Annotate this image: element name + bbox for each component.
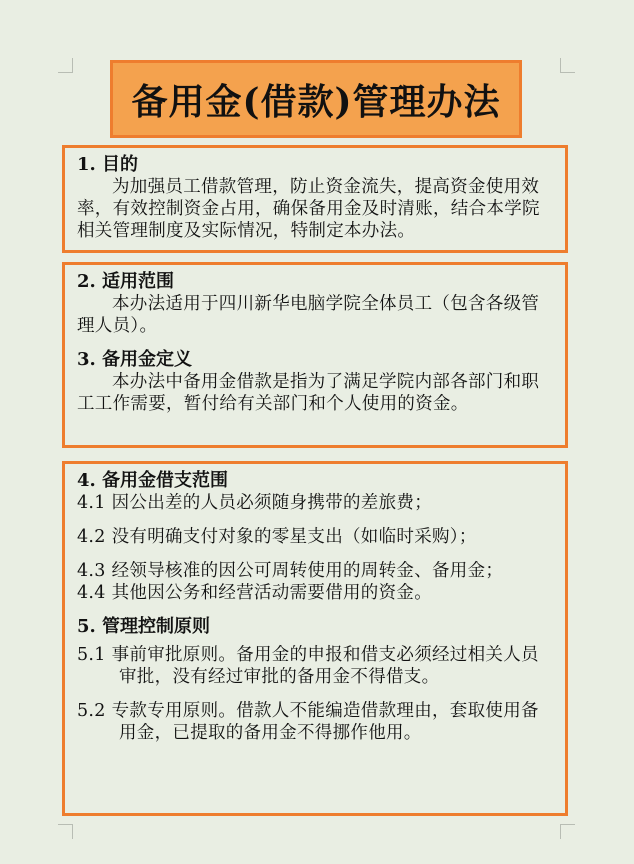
list-item: 4.3 经领导核准的因公可周转使用的周转金、备用金； [77, 561, 504, 581]
section-purpose [62, 145, 568, 253]
list-item: 5.2 专款专用原则。借款人不能编造借款理由，套取使用备用金，已提取的备用金不得挪作他用。 [77, 701, 539, 743]
list-item: 4.4 其他因公务和经营活动需要借用的资金。 [77, 583, 432, 603]
section-heading: 2. 适用范围 [77, 271, 175, 292]
crop-mark-bottom-left [58, 824, 73, 839]
section-borrow-scope-principles [62, 461, 568, 816]
document-title: 备用金(借款)管理办法 [131, 80, 501, 123]
list-item: 4.1 因公出差的人员必须随身携带的差旅费； [77, 493, 432, 513]
crop-mark-bottom-right [560, 824, 575, 839]
section-body: 本办法中备用金借款是指为了满足学院内部各部门和职工工作需要，暂付给有关部门和个人使用的资金。 [77, 372, 540, 414]
section-heading: 1. 目的 [77, 154, 139, 175]
crop-mark-top-left [58, 58, 73, 73]
section-body: 为加强员工借款管理，防止资金流失，提高资金使用效率，有效控制资金占用，确保备用金及时清账，结合本学院相关管理制度及实际情况，特制定本办法。 [77, 177, 540, 241]
list-item: 4.2 没有明确支付对象的零星支出（如临时采购）； [77, 527, 477, 547]
crop-mark-top-right [560, 58, 575, 73]
spacer [77, 337, 555, 349]
section-heading: 5. 管理控制原则 [77, 616, 211, 637]
spacer [77, 514, 555, 526]
section-heading: 3. 备用金定义 [77, 349, 193, 370]
spacer [77, 688, 555, 700]
title-banner [110, 60, 522, 138]
section-heading: 4. 备用金借支范围 [77, 470, 229, 491]
spacer [77, 548, 555, 560]
spacer [77, 604, 555, 616]
section-body: 本办法适用于四川新华电脑学院全体员工（包含各级管理人员）。 [77, 294, 540, 336]
list-item: 5.1 事前审批原则。备用金的申报和借支必须经过相关人员审批，没有经过审批的备用金不得借支。 [77, 645, 539, 687]
section-scope-definition [62, 262, 568, 448]
